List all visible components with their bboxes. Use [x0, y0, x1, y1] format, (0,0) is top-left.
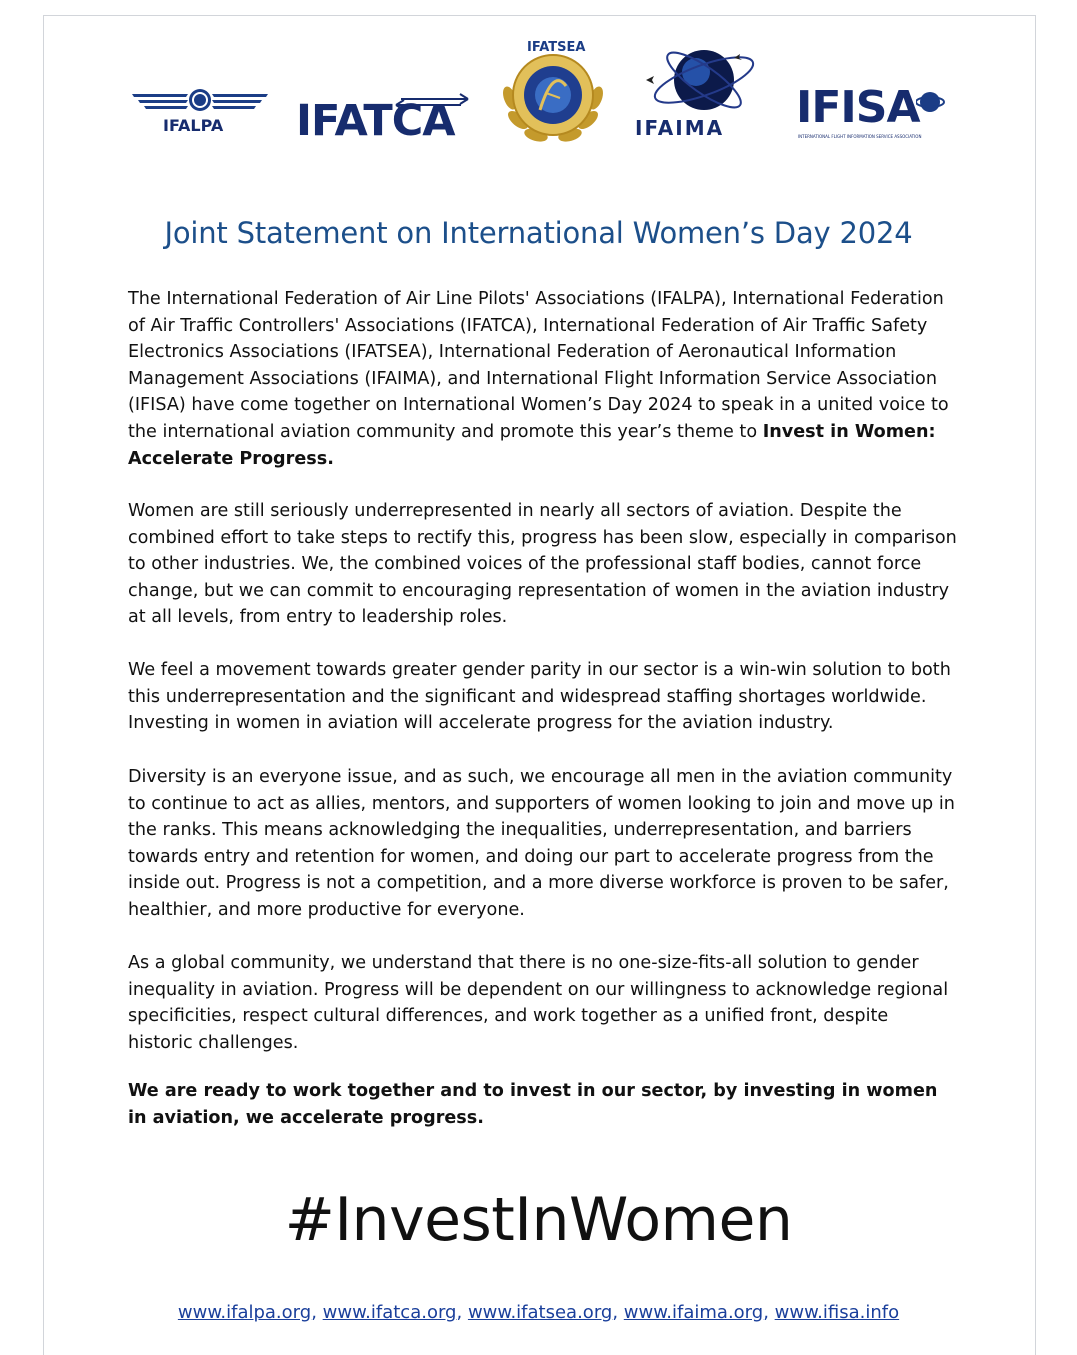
- ifaima-logo-text: IFAIMA: [635, 116, 725, 140]
- closing-text: We are ready to work together and to invest in our sector, by investing in women in aviation, we accelerate progress.: [128, 1081, 938, 1128]
- ifaima-globe-icon: [632, 40, 770, 120]
- ifisa-globe-icon: [916, 88, 946, 116]
- ifisa-link[interactable]: www.ifisa.info: [774, 1302, 900, 1323]
- ifalpa-link[interactable]: www.ifalpa.org: [177, 1302, 312, 1323]
- ifatsea-logo: [498, 38, 608, 144]
- ifalpa-logo: [130, 86, 270, 138]
- paragraph-diversity: Diversity is an everyone issue, and as such, we encourage all men in the aviation community to continue to act as allies, mentors, and supporters of women looking to join and move up in the ranks. This means acknowledging the inequalities, underrepresentation, and barriers towards entry and retention for women, and doing our part to accelerate progress from the inside out. Progress is not a competition, and a more diverse workforce is proven to be safer, healthier, and more productive for everyone.: [128, 767, 955, 920]
- paragraph-intro-text: The International Federation of Air Line Pilots' Associations (IFALPA), International Federation of Air Traffic Controllers' Associations (IFATCA), International Federation of Air Traffic Safety Electronics Associations (IFATSEA), International Federation of Aeronautical Information Management Associations (IFAIMA), and International Flight Information Service Association (IFISA) have come together on International Women’s Day 2024 to speak in a united voice to the international aviation community and promote this year’s theme to: [128, 289, 949, 442]
- ifatsea-link[interactable]: www.ifatsea.org: [467, 1302, 613, 1323]
- paragraph-closing: [128, 1078, 958, 1131]
- website-links: [0, 1302, 1077, 1323]
- ifatca-logo: [296, 90, 476, 146]
- ifisa-logo: [796, 82, 950, 146]
- ifalpa-logo-text: IFALPA: [163, 116, 224, 135]
- link-separator: ,: [763, 1302, 775, 1323]
- hashtag: #InvestInWomen: [284, 1185, 793, 1255]
- ifisa-tagline: INTERNATIONAL FLIGHT INFORMATION SERVICE ASSOCIATION: [798, 134, 922, 139]
- link-separator: ,: [311, 1302, 323, 1323]
- paragraph-underrepresentation: Women are still seriously underrepresented in nearly all sectors of aviation. Despite the combined effort to take steps to rectify this, progress has been slow, especially in comparison to other industries. We, the combined voices of the professional staff bodies, cannot force change, but we can commit to encouraging representation of women in the aviation industry at all levels, from entry to leadership roles.: [128, 501, 957, 628]
- link-separator: ,: [612, 1302, 624, 1323]
- link-separator: ,: [456, 1302, 468, 1323]
- paragraph-gender-parity: We feel a movement towards greater gender parity in our sector is a win-win solution to both this underrepresentation and the significant and widespread staffing shortages worldwide. Investing in women in aviation will accelerate progress for the aviation industry.: [128, 660, 951, 734]
- ifatca-link[interactable]: www.ifatca.org: [322, 1302, 457, 1323]
- ifatsea-logo-text: IFATSEA: [527, 40, 586, 55]
- ifaima-link[interactable]: www.ifaima.org: [623, 1302, 764, 1323]
- paragraph-global-community: As a global community, we understand that there is no one-size-fits-all solution to gender inequality in aviation. Progress will be dependent on our willingness to acknowledge regional specificities, respect cultural differences, and work together as a unified front, despite historic challenges.: [128, 953, 949, 1053]
- ifatca-logo-text: IFATCA: [296, 96, 455, 146]
- theme-emphasis: Invest in Women: Accelerate Progress.: [128, 421, 936, 469]
- ifisa-logo-text: IFISA: [796, 82, 920, 133]
- ifaima-logo: [632, 40, 770, 138]
- page-title: Joint Statement on International Women’s Day 2024: [164, 216, 913, 250]
- paragraph-intro: [128, 286, 958, 472]
